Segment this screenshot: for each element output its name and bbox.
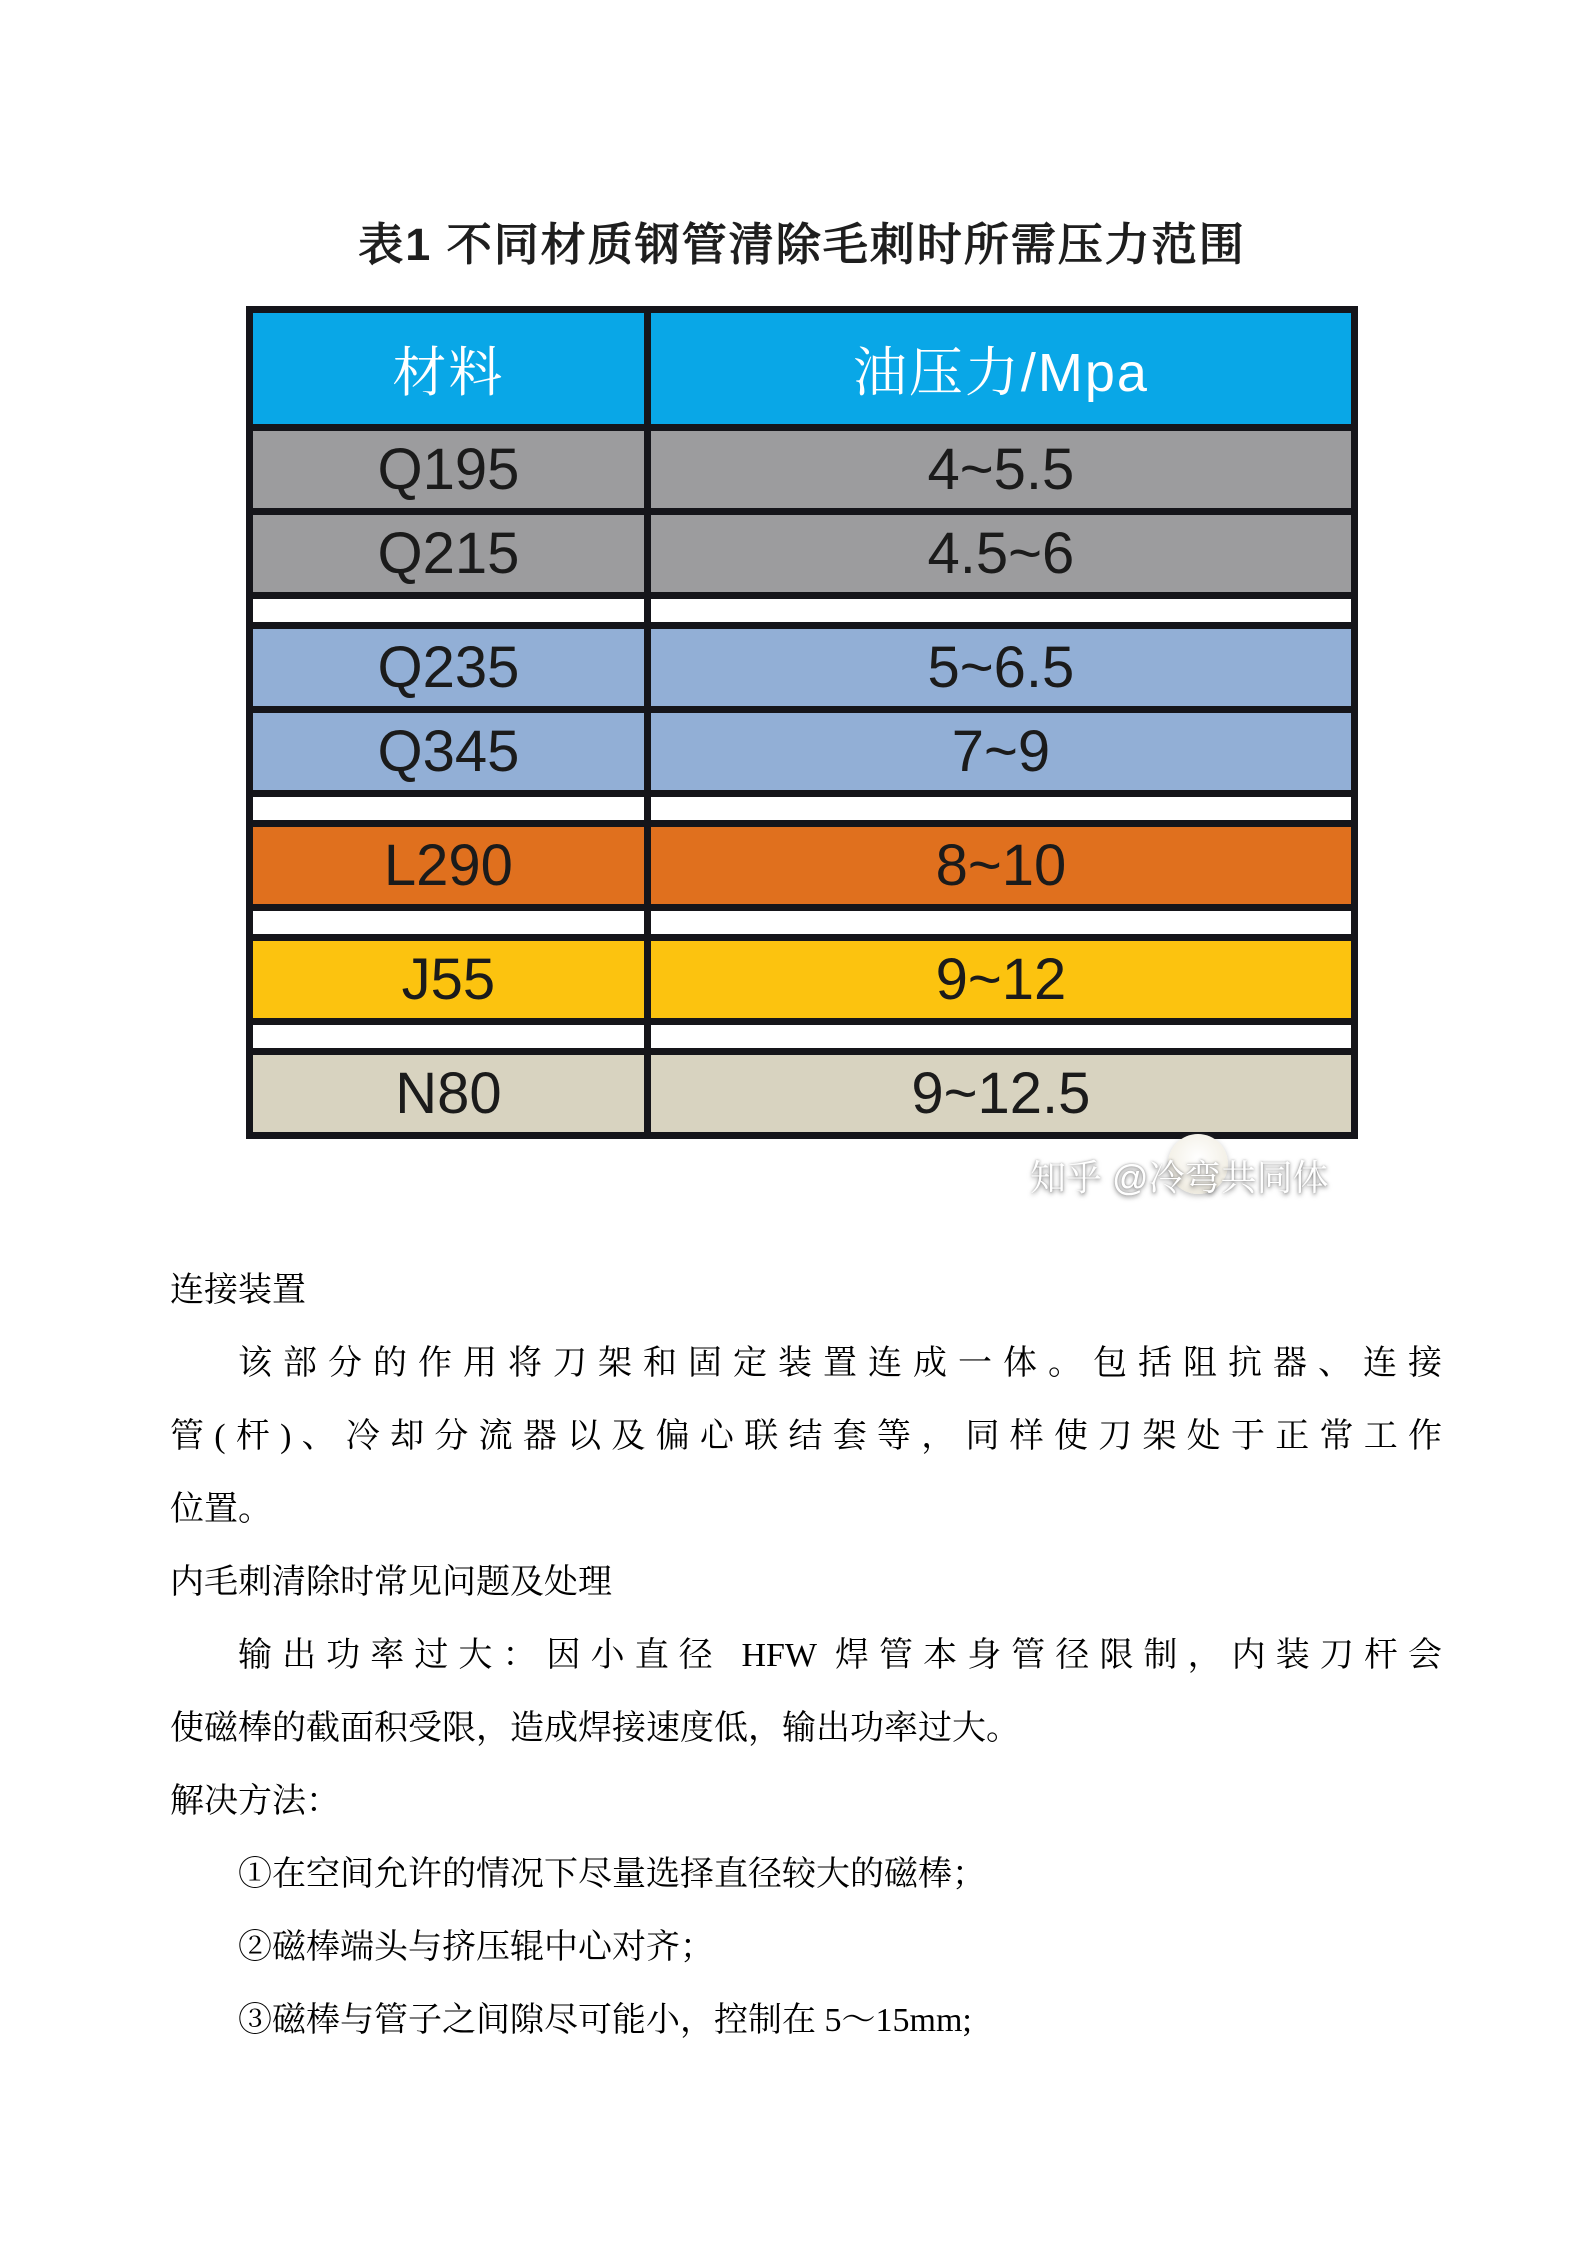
table-row [250, 938, 1355, 1022]
material-cell: N80 [250, 1052, 648, 1136]
spacer-row [250, 794, 1355, 824]
table-header-row [250, 310, 1355, 428]
paragraph-line: 使磁棒的截面积受限，造成焊接速度低，输出功率过大。 [170, 1710, 1020, 1747]
watermark-site: 知乎 [1030, 1157, 1103, 1198]
paragraph-heading: 连接装置 [170, 1272, 306, 1309]
table-row [250, 1052, 1355, 1136]
spacer-row [250, 908, 1355, 938]
table-row [250, 512, 1355, 596]
header-pressure: 油压力/Mpa [647, 310, 1354, 428]
article-text [170, 1254, 1442, 2057]
header-material: 材料 [250, 310, 648, 428]
table-title: 表1 不同材质钢管清除毛刺时所需压力范围 [358, 219, 1246, 270]
pressure-table [246, 306, 1358, 1139]
table-row [250, 626, 1355, 710]
spacer-row [250, 1022, 1355, 1052]
material-cell: Q235 [250, 626, 648, 710]
table-row [250, 428, 1355, 512]
paragraph-line: 该部分的作用将刀架和固定装置连成一体。包括阻抗器、连接 [238, 1345, 1442, 1382]
material-cell: L290 [250, 824, 648, 908]
pressure-cell: 9~12.5 [647, 1052, 1354, 1136]
pressure-cell: 5~6.5 [647, 626, 1354, 710]
pressure-cell: 7~9 [647, 710, 1354, 794]
pressure-cell: 4~5.5 [647, 428, 1354, 512]
watermark [1030, 1148, 1370, 1218]
paragraph-line: 位置。 [170, 1491, 272, 1528]
table-row [250, 710, 1355, 794]
paragraph-heading: 内毛刺清除时常见问题及处理 [170, 1564, 612, 1601]
paragraph-line: 输出功率过大：因小直径 HFW 焊管本身管径限制，内装刀杆会 [238, 1637, 1442, 1674]
table-row [250, 824, 1355, 908]
watermark-handle: @冷弯共同体 [1112, 1157, 1329, 1198]
material-cell: Q345 [250, 710, 648, 794]
list-item: ①在空间允许的情况下尽量选择直径较大的磁棒； [238, 1856, 986, 1893]
list-item: ②磁棒端头与挤压辊中心对齐； [238, 1929, 714, 1966]
pressure-cell: 4.5~6 [647, 512, 1354, 596]
pressure-cell: 8~10 [647, 824, 1354, 908]
material-cell: Q215 [250, 512, 648, 596]
material-cell: Q195 [250, 428, 648, 512]
pressure-cell: 9~12 [647, 938, 1354, 1022]
spacer-row [250, 596, 1355, 626]
list-item: ③磁棒与管子之间隙尽可能小，控制在 5～15mm; [238, 2002, 972, 2039]
material-cell: J55 [250, 938, 648, 1022]
paragraph-line: 管(杆)、冷却分流器以及偏心联结套等，同样使刀架处于正常工作 [170, 1418, 1442, 1455]
paragraph-heading: 解决方法： [170, 1783, 340, 1820]
